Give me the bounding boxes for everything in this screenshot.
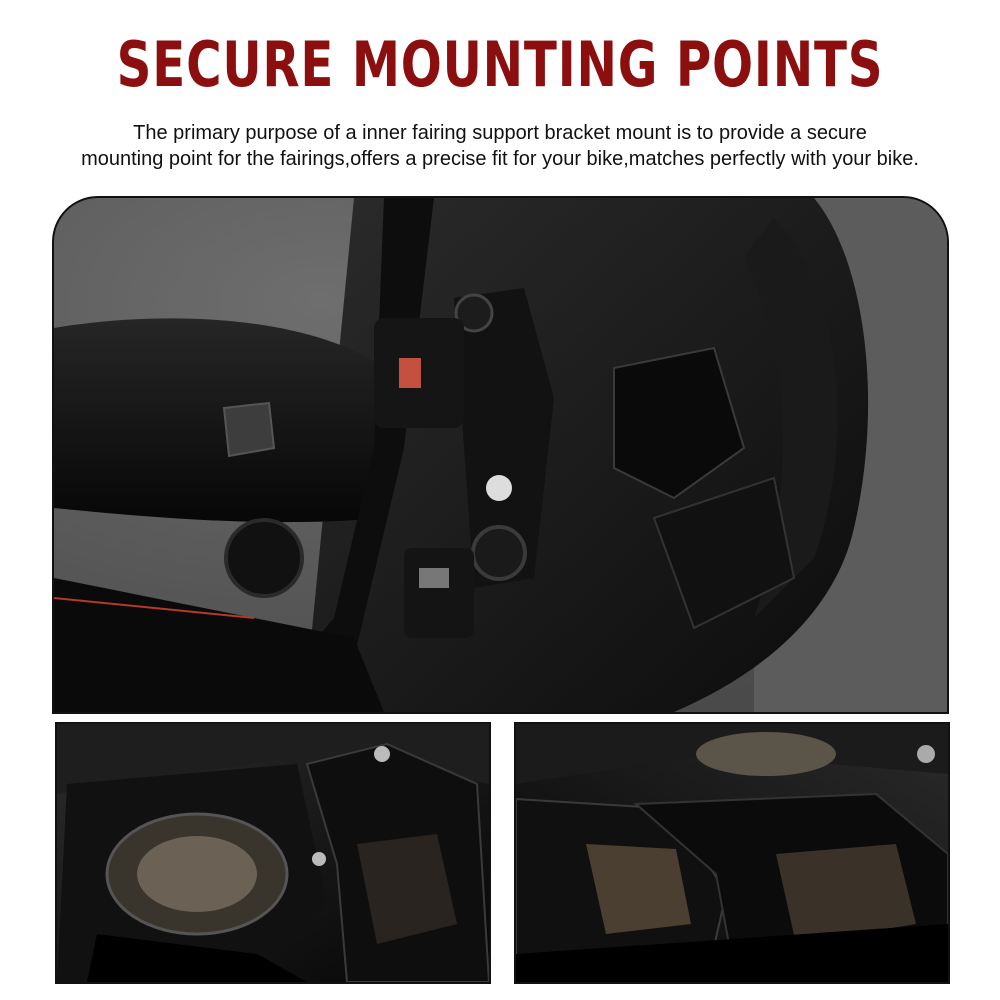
bracket-closeup-image (516, 724, 948, 982)
main-photo (52, 196, 949, 714)
bracket-detail-photo-left (55, 722, 491, 984)
description-line-1: The primary purpose of a inner fairing support bracket mount is to provide a secure (133, 122, 867, 144)
description (30, 120, 970, 172)
bracket-detail-photo-right (514, 722, 950, 984)
description-line-2: mounting point for the fairings,offers a precise fit for your bike,matches perfectly with your bike. (81, 148, 919, 170)
page-title: SECURE MOUNTING POINTS (116, 28, 884, 101)
bracket-closeup-image (57, 724, 489, 982)
motorcycle-fairing-image (54, 198, 947, 712)
